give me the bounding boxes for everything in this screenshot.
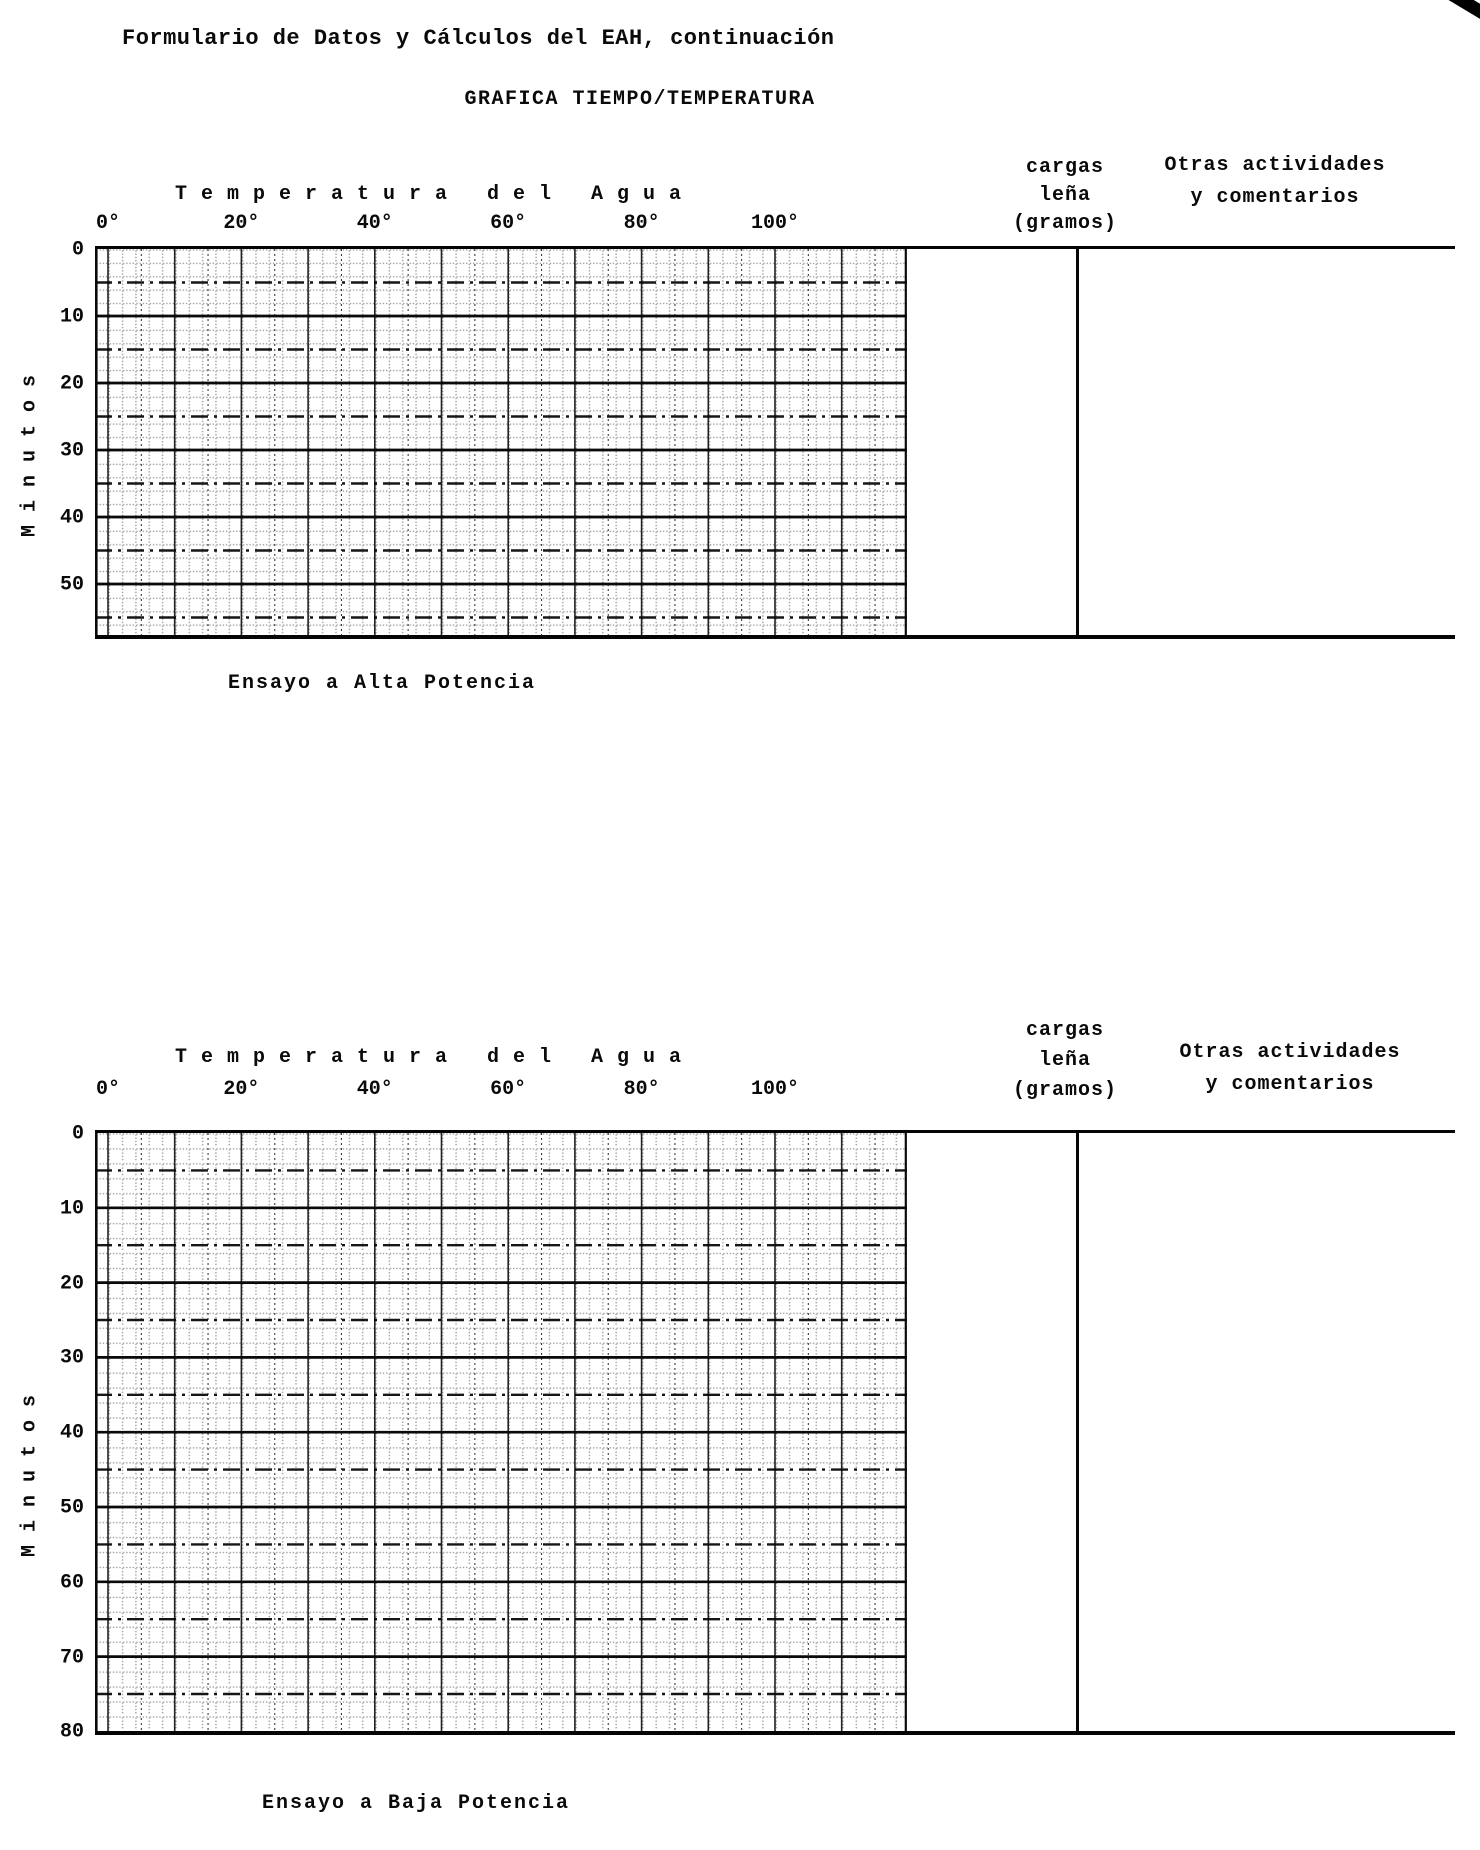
x-axis-title: Temperatura del Agua [174, 1046, 696, 1069]
chart-bottom-rule [95, 635, 1455, 639]
x-axis-ticks [95, 212, 907, 240]
y-tick-label: 60 [59, 1571, 84, 1595]
wood-col-header-line1: cargas [1025, 156, 1104, 179]
y-tick-label: 40 [59, 1421, 84, 1445]
chart-top-rule [95, 246, 1455, 249]
x-tick-label: 100° [750, 212, 800, 235]
chart-caption: Ensayo a Alta Potencia [228, 672, 537, 695]
x-axis-ticks [95, 1078, 907, 1106]
x-tick-label: 100° [750, 1078, 800, 1101]
y-tick-label: 70 [59, 1646, 84, 1670]
y-tick-label: 0 [71, 238, 84, 262]
x-tick-label: 0° [95, 212, 121, 235]
y-axis-label: Minutos [18, 1382, 42, 1558]
comments-col-header-line2: y comentarios [1190, 186, 1360, 209]
wood-col-header-line2: leña [1038, 184, 1091, 207]
wood-column-divider [1076, 249, 1079, 637]
y-tick-label: 20 [59, 372, 84, 396]
chart-top-rule [95, 1130, 1455, 1133]
x-tick-label: 40° [356, 212, 393, 235]
page-subtitle: GRAFICA TIEMPO/TEMPERATURA [464, 88, 816, 111]
x-tick-label: 80° [623, 1078, 660, 1101]
wood-column-divider [1076, 1133, 1079, 1733]
chart-bottom-rule [95, 1731, 1455, 1735]
y-tick-label: 80 [59, 1720, 84, 1744]
y-tick-label: 0 [71, 1122, 84, 1146]
y-tick-label: 10 [59, 305, 84, 329]
y-axis-ticks [20, 238, 84, 635]
y-tick-label: 10 [59, 1197, 84, 1221]
page-title: Formulario de Datos y Cálculos del EAH, continuación [122, 26, 835, 51]
x-tick-label: 0° [95, 1078, 121, 1101]
wood-col-header-line1: cargas [1025, 1019, 1104, 1042]
x-tick-label: 40° [356, 1078, 393, 1101]
y-axis-label: Minutos [18, 362, 42, 538]
comments-col-header-line1: Otras actividades [1164, 154, 1386, 177]
x-tick-label: 80° [623, 212, 660, 235]
x-axis-title: Temperatura del Agua [174, 183, 696, 206]
comments-col-header-line1: Otras actividades [1179, 1041, 1401, 1064]
chart-caption: Ensayo a Baja Potencia [262, 1792, 571, 1815]
wood-col-header-line2: leña [1038, 1049, 1091, 1072]
y-tick-label: 30 [59, 1346, 84, 1370]
y-tick-label: 50 [59, 1496, 84, 1520]
y-tick-label: 30 [59, 439, 84, 463]
wood-col-header-line3: (gramos) [1012, 212, 1117, 235]
x-tick-label: 20° [223, 1078, 260, 1101]
y-tick-label: 20 [59, 1272, 84, 1296]
x-tick-label: 60° [490, 1078, 527, 1101]
wood-col-header-line3: (gramos) [1012, 1079, 1117, 1102]
x-tick-label: 60° [490, 212, 527, 235]
y-tick-label: 40 [59, 506, 84, 530]
comments-col-header-line2: y comentarios [1205, 1073, 1375, 1096]
y-axis-ticks [20, 1122, 84, 1744]
plot-grid [95, 249, 907, 635]
x-tick-label: 20° [223, 212, 260, 235]
y-tick-label: 50 [59, 573, 84, 597]
plot-grid [95, 1133, 907, 1731]
page-corner-fold-mark [1407, 0, 1480, 31]
